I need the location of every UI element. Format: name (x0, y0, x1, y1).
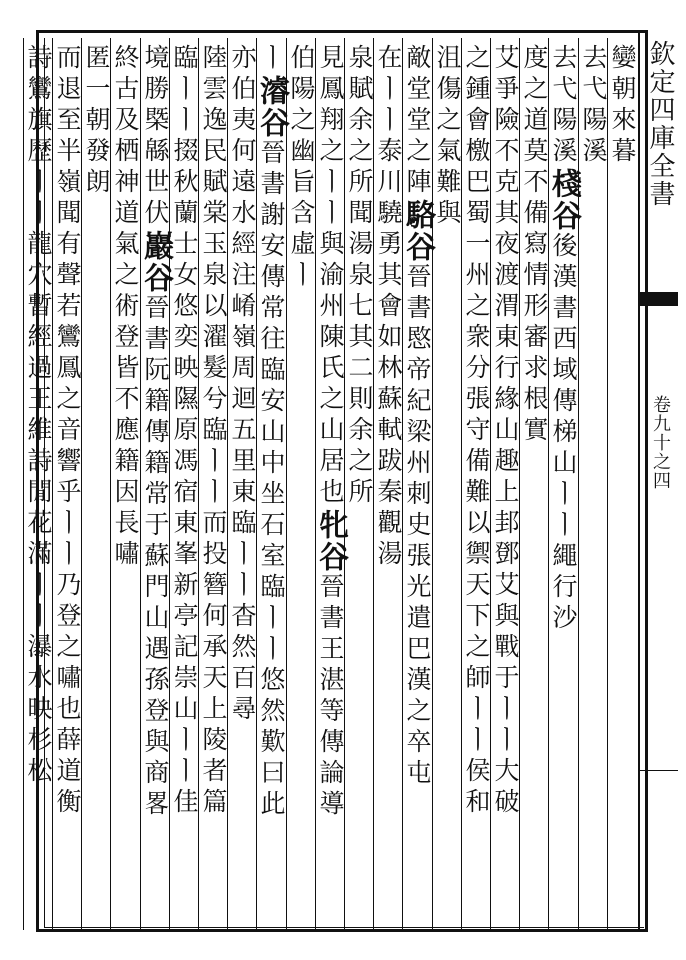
text-column (579, 44, 608, 924)
column-text: 泉賦余之所聞湯泉七其二則余之所 (345, 44, 374, 509)
column-text: 陸雲逸民賦棠玉泉以濯髮兮臨ㅣㅣ而投簪何承天上陵者篇 (199, 44, 228, 819)
column-text: 臨ㅣㅣ掇秋蘭士女悠奕映隰原馮宿東峯新亭記崇山ㅣㅣ佳 (170, 44, 199, 819)
text-column (199, 44, 228, 924)
book-title: 欽定四庫全書 (645, 40, 675, 208)
column-text: 敵堂堂之陣 (403, 44, 432, 199)
column-text: 之鍾會檄巴蜀一州之衆分張守備難以禦天下之師ㅣㅣ侯和 (462, 44, 491, 819)
column-text: 見鳳翔之ㅣㅣ與渝州陳氏之山居也 (316, 44, 345, 509)
text-column (170, 44, 199, 924)
text-column (608, 44, 637, 924)
column-text: 沮傷之氣難與 (433, 44, 462, 230)
text-column (520, 44, 549, 924)
column-text: 而退至半嶺聞有聲若鸞鳳之音響乎ㅣㅣ乃登之嘯也薛道衡 (53, 44, 82, 819)
margin-rule (640, 770, 678, 771)
text-column (374, 44, 403, 924)
text-column (254, 44, 289, 924)
column-text: 在ㅣㅣ泰川驍勇其會如林蘇軾跋秦觀湯 (374, 44, 403, 571)
text-column (53, 44, 82, 924)
column-text: 去弋陽溪 (549, 44, 578, 168)
column-text: 亦伯夷何遠水經注崤嶺周迴五里東臨ㅣㅣ杳然百尋 (228, 44, 257, 726)
column-text: 伯陽之幽旨含虛ㅣ (287, 44, 316, 292)
column-text: 艾爭險不克其夜渡渭東行緣山趣上邽鄧艾與戰于ㅣㅣ大破 (491, 44, 520, 819)
entry-heading: 巖谷 (138, 230, 173, 294)
margin-divider (638, 30, 640, 932)
text-column (82, 44, 111, 924)
text-column (462, 44, 491, 924)
text-column (111, 44, 140, 924)
column-text: 境勝槩緜世伏 (141, 44, 170, 230)
text-column (228, 44, 257, 924)
text-column (313, 44, 348, 924)
volume-number: 卷九十之四 (650, 395, 671, 490)
entry-heading: 濬谷 (254, 75, 289, 139)
text-column (138, 44, 173, 924)
column-text: 詩鸞旗歷ㅣㅣ龍穴暫經過王維詩閒花滿ㅣㅣ瀑水映杉松 (24, 44, 53, 788)
column-text: 去弋陽溪 (579, 44, 608, 168)
column-text: 晉書愍帝紀梁州刺史張光遣巴漢之卒屯 (403, 263, 432, 790)
text-column (287, 44, 316, 924)
entry-heading: 駱谷 (400, 199, 435, 263)
column-text: 晉書阮籍傳籍常于蘇門山遇孫登與商畧 (141, 294, 170, 821)
column-text: 匿一朝發朗 (82, 44, 111, 199)
column-text: 晉書王湛等傳論導 (316, 573, 345, 821)
text-column (24, 44, 53, 924)
text-column (491, 44, 520, 924)
column-text: 度之道莫不備寫情形審求根實 (520, 44, 549, 447)
column-text: 終古及栖神道氣之術登皆不應籍因長嘯 (111, 44, 140, 571)
column-text: 孌朝來暮 (608, 44, 637, 168)
column-text: ㅣ (257, 44, 286, 75)
entry-heading: 棧谷 (546, 168, 581, 232)
entry-heading: 牝谷 (313, 509, 348, 573)
text-column (546, 44, 581, 924)
column-text: 晉書謝安傳常往臨安山中坐石室臨ㅣㅣ悠然歎曰此 (257, 139, 286, 821)
text-column (433, 44, 462, 924)
fishtail-mark (640, 292, 678, 306)
text-column (400, 44, 435, 924)
column-text: 後漢書西域傳梯山ㅣㅣ繩行沙 (549, 232, 578, 635)
text-column (345, 44, 374, 924)
